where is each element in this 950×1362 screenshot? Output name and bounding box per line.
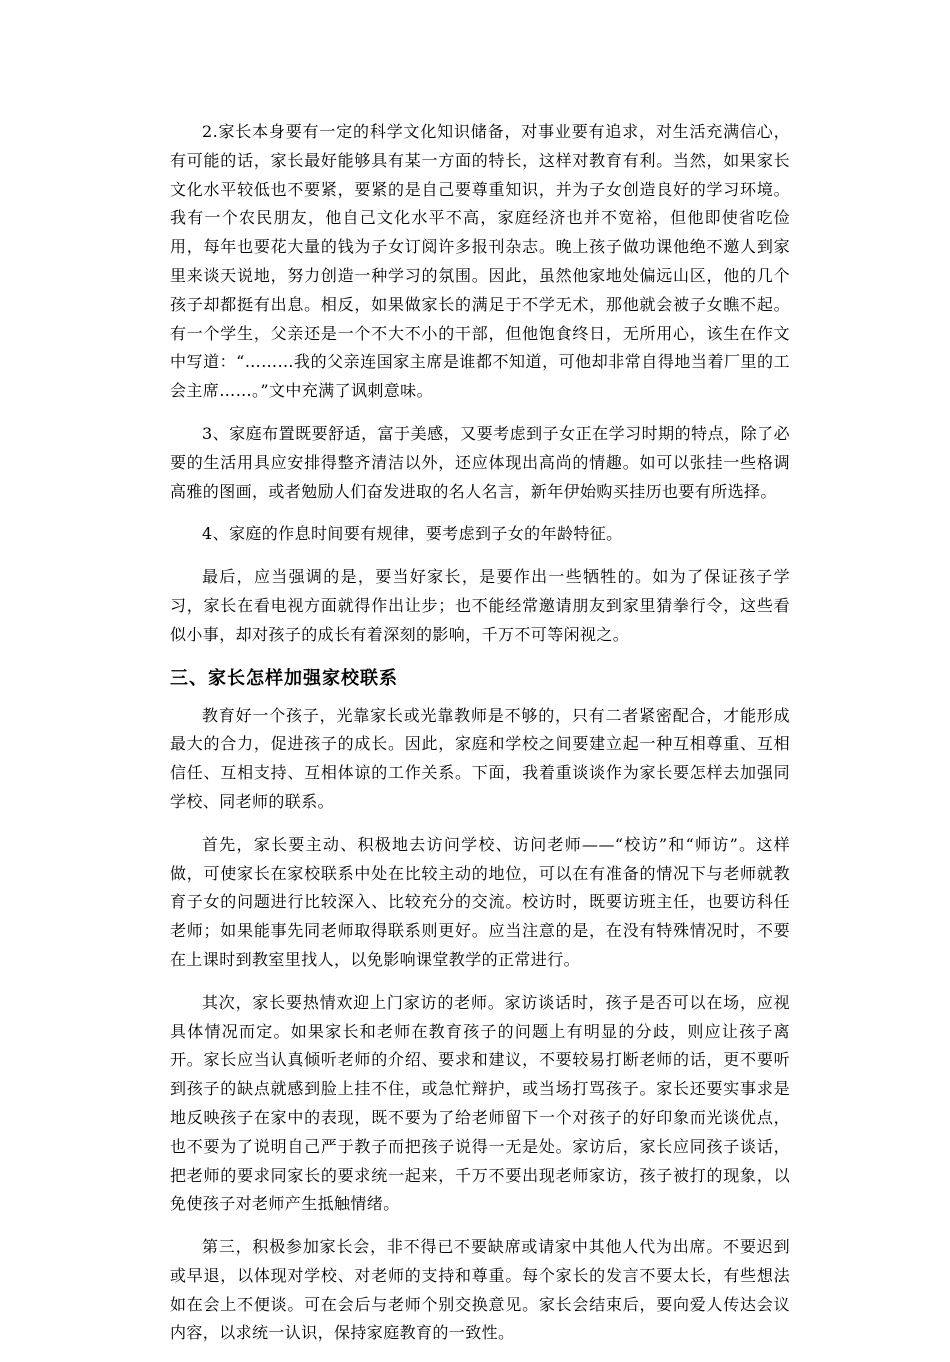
paragraph-third: 第三，积极参加家长会，非不得已不要缺席或请家中其他人代为出席。不要迟到或早退，以体现对学校、对老师的支持和尊重。每个家长的发言不要太长，有些想法如在会上不便谈。可在会后与老师个别交换意见。家长会结束后，要向爱人传达会议内容，以求统一认识，保持家庭教育的一致性。 — [170, 1237, 790, 1343]
paragraph-first: 首先，家长要主动、积极地去访问学校、访问老师——“校访”和“师访”。这样做，可使家长在家校联系中处在比较主动的地位，可以在有准备的情况下与老师就教育子女的问题进行比较深入、比较充分的交流。校访时，既要访班主任，也要访科任老师；如果能事先同老师取得联系则更好。应当注意的是，在没有特殊情况时，不要在上课时到教室里找人，以免影响课堂教学的正常进行。 — [170, 834, 790, 969]
paragraph-second: 其次，家长要热情欢迎上门家访的老师。家访谈话时，孩子是否可以在场，应视具体情况而定。如果家长和老师在教育孩子的问题上有明显的分歧，则应让孩子离开。家长应当认真倾听老师的介绍、要求和建议，不要较易打断老师的话，更不要听到孩子的缺点就感到脸上挂不住，或急忙辩护，或当场打骂孩子。家长还要实事求是地反映孩子在家中的表现，既不要为了给老师留下一个对孩子的好印象而光谈优点，也不要为了说明自己严于教子而把孩子说得一无是处。家访后，家长应同孩子谈话，把老师的要求同家长的要求统一起来，千万不要出现老师家访，孩子被打的现象，以免使孩子对老师产生抵触情绪。 — [170, 992, 790, 1214]
paragraph-item-2: 2.家长本身要有一定的科学文化知识储备，对事业要有追求，对生活充满信心，有可能的话，家长最好能够具有某一方面的特长，这样对教育有利。当然，如果家长文化水平较低也不要紧，要紧的是自己要尊重知识，并为子女创造良好的学习环境。我有一个农民朋友，他自己文化水平不高，家庭经济也并不宽裕，但他即使省吃俭用，每年也要花大量的钱为子女订阅许多报刊杂志。晚上孩子做功课他绝不邀人到家里来谈天说地，努力创造一种学习的氛围。因此，虽然他家地处偏远山区，他的几个孩子却都挺有出息。相反，如果做家长的满足于不学无术，那他就会被子女瞧不起。有一个学生，父亲还是一个不大不小的干部，但他饱食终日，无所用心，该生在作文中写道：“………我的父亲连国家主席是谁都不知道，可他却非常自得地当着厂里的工会主席……。”文中充满了讽刺意味。 — [170, 122, 790, 401]
document-page — [170, 118, 790, 1362]
paragraph-item-3: 3、家庭布置既要舒适，富于美感，又要考虑到子女正在学习时期的特点，除了必要的生活用具应安排得整齐清洁以外，还应体现出高尚的情趣。如可以张挂一些格调高雅的图画，或者勉励人们奋发进取的名人名言，新年伊始购买挂历也要有所选择。 — [170, 423, 790, 501]
paragraph-conclusion: 最后，应当强调的是，要当好家长，是要作出一些牺牲的。如为了保证孩子学习，家长在看电视方面就得作出让步；也不能经常邀请朋友到家里猜拳行令，这些看似小事，却对孩子的成长有着深刻的影响，千万不可等闲视之。 — [170, 567, 790, 644]
section-heading: 三、家长怎样加强家校联系 — [170, 667, 398, 689]
paragraph-intro: 教育好一个孩子，光靠家长或光靠教师是不够的，只有二者紧密配合，才能形成最大的合力，促进孩子的成长。因此，家庭和学校之间要建立起一种互相尊重、互相信任、互相支持、互相体谅的工作关系。下面，我着重谈谈作为家长要怎样去加强同学校、同老师的联系。 — [170, 705, 790, 811]
paragraph-item-4: 4、家庭的作息时间要有规律，要考虑到子女的年龄特征。 — [202, 524, 623, 544]
